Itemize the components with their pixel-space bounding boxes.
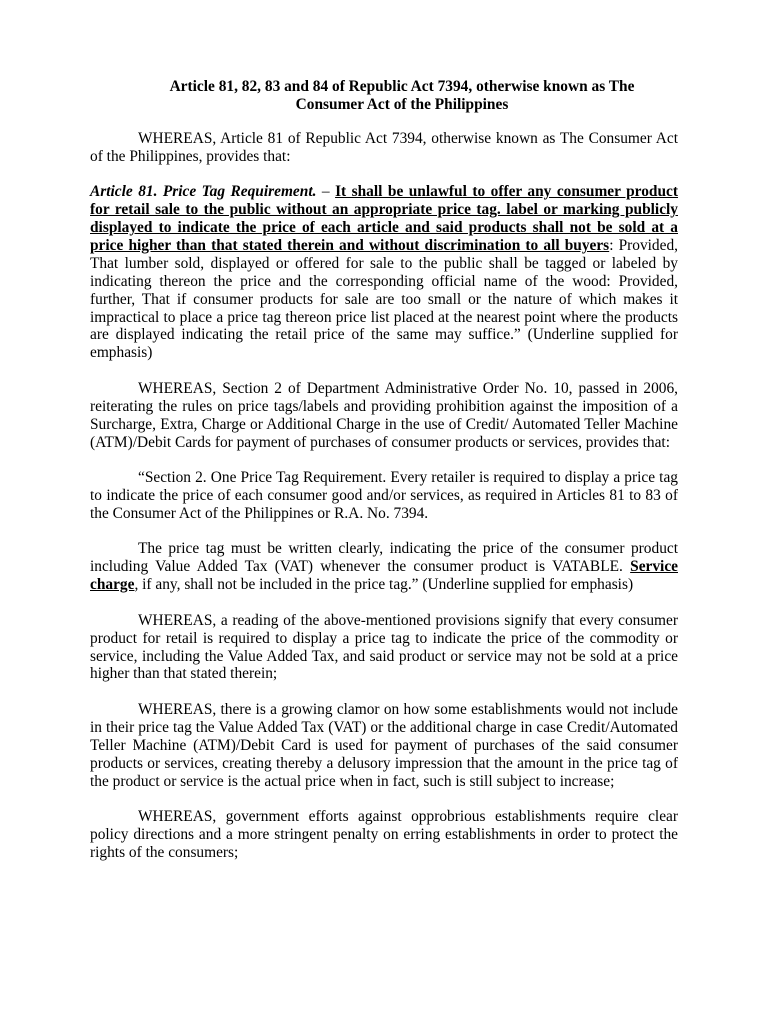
title-line-2: Consumer Act of the Philippines	[295, 95, 509, 113]
service-charge-underlined: Service charge	[90, 558, 678, 594]
paragraph-whereas-section-2: WHEREAS, Section 2 of Department Administrative Order No. 10, passed in 2006, reiterating the rules on price tags/labels and providing prohibition against the imposition of a Surcharge, Extra, Charge or Additional Charge in the use of Credit/ Automated Teller Machine (ATM)/Debit Cards for payment of purchases of consumer products or services, provides that:	[90, 379, 678, 451]
paragraph-whereas-clamor: WHEREAS, there is a growing clamor on how some establishments would not include in their price tag the Value Added Tax (VAT) or the additional charge in case Credit/Automated Teller Machine (ATM)/Debit Card is used for payment of purchases of the said consumer products or services, creating thereby a delusory impression that the amount in the price tag of the product or service is the actual price when in fact, such is still subject to increase;	[90, 700, 678, 790]
article-81-rest-text: : Provided, That lumber sold, displayed or offered for sale to the public shall be tagged or labeled by indicating thereon the price and the corresponding official name of the wood: Provided, further, That if consumer products for sale are too small or the nature of which makes it impractical to place a price tag thereon price list placed at the nearest point where the products are displayed indicating the retail price of the same may suffice.” (Underline supplied for emphasis)	[90, 236, 679, 362]
paragraph-price-tag	[90, 540, 678, 594]
paragraph-whereas-government: WHEREAS, government efforts against opprobrious establishments require clear policy directions and a more stringent penalty on erring establishments in order to protect the rights of the consumers;	[90, 808, 678, 861]
paragraph-article-81	[90, 183, 678, 362]
title-line-1: Article 81, 82, 83 and 84 of Republic Act 7394, otherwise known as The	[169, 78, 635, 95]
article-81-dash: –	[316, 183, 336, 201]
article-81-heading: Article 81. Price Tag Requirement.	[90, 183, 317, 201]
price-tag-text-before: The price tag must be written clearly, indicating the price of the consumer product including Value Added Tax (VAT) whenever the consumer product is VATABLE.	[90, 540, 678, 576]
article-81-underlined-text: It shall be unlawful to offer any consumer product for retail sale to the public without an appropriate price tag. label or marking publicly displayed to indicate the price of each article and said products shall not be sold at a price higher than that stated therein and without discrimination to all buyers	[90, 183, 679, 254]
document-title	[90, 78, 678, 114]
paragraph-section-2-quote: “Section 2. One Price Tag Requirement. Every retailer is required to display a price tag to indicate the price of each consumer good and/or services, as required in Articles 81 to 83 of the Consumer Act of the Philippines or R.A. No. 7394.	[90, 469, 678, 522]
paragraph-whereas-article-81: WHEREAS, Article 81 of Republic Act 7394, otherwise known as The Consumer Act of the Philippines, provides that:	[90, 129, 678, 165]
price-tag-text-after: , if any, shall not be included in the price tag.” (Underline supplied for emphasis)	[134, 576, 634, 594]
paragraph-whereas-reading: WHEREAS, a reading of the above-mentioned provisions signify that every consumer product for retail is required to display a price tag to indicate the price of the commodity or service, including the Value Added Tax, and said product or service may not be sold at a price higher than that stated therein;	[90, 611, 678, 683]
